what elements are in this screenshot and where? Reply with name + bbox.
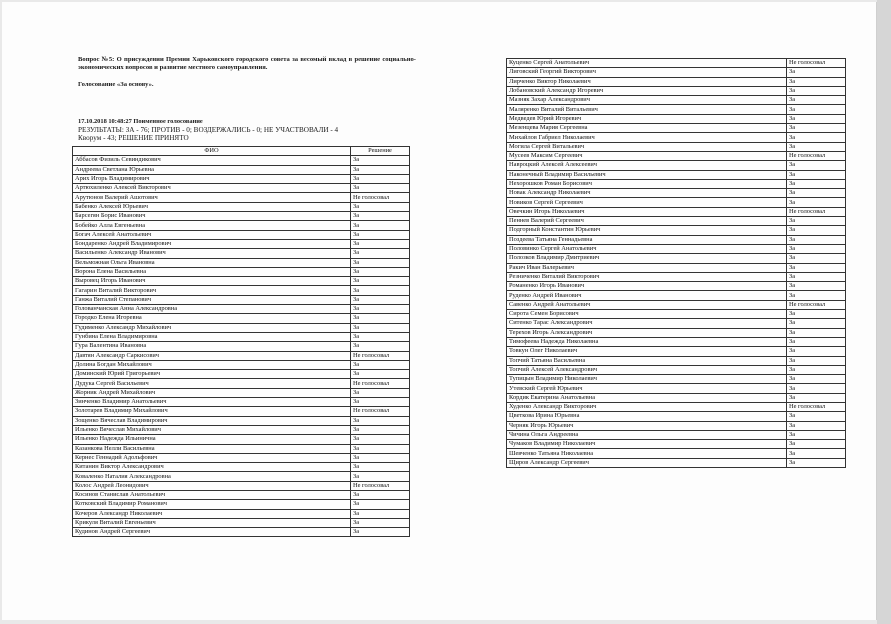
vote-table-left: [72, 146, 410, 537]
table-row: [507, 124, 846, 133]
table-row: [73, 388, 410, 397]
table-row: [507, 402, 846, 411]
deputy-name: Золотарев Владимир Михайлович: [73, 407, 351, 416]
vote-decision: За: [351, 398, 410, 407]
deputy-name: Аббасов Физиль Севиндикович: [73, 156, 351, 165]
table-row: [507, 244, 846, 253]
deputy-name: Ильенко Надежда Ильинична: [73, 435, 351, 444]
deputy-name: Долина Богдан Михайлович: [73, 360, 351, 369]
vote-decision: За: [787, 133, 846, 142]
vote-decision: За: [787, 393, 846, 402]
deputy-name: Топчий Татьяна Васильевна: [507, 356, 787, 365]
table-row: [507, 421, 846, 430]
table-row: [73, 481, 410, 490]
deputy-name: Утевский Сергей Юрьевич: [507, 384, 787, 393]
scan-edge: [877, 0, 891, 624]
table-row: [507, 254, 846, 263]
vote-decision: За: [351, 509, 410, 518]
table-row: [507, 291, 846, 300]
deputy-name: Подгорный Константин Юрьевич: [507, 226, 787, 235]
vote-decision: За: [351, 425, 410, 434]
vote-decision: За: [787, 263, 846, 272]
table-row: [73, 239, 410, 248]
vote-decision: За: [351, 174, 410, 183]
vote-decision: За: [351, 453, 410, 462]
vote-decision: За: [351, 370, 410, 379]
deputy-name: Кордик Екатерина Анатольевна: [507, 393, 787, 402]
vote-decision: За: [787, 356, 846, 365]
vote-decision: За: [351, 184, 410, 193]
table-row: [73, 472, 410, 481]
vote-decision: Не голосовал: [787, 59, 846, 68]
vote-decision: За: [351, 267, 410, 276]
deputy-name: Ситенко Тарас Александрович: [507, 319, 787, 328]
deputy-name: Андреева Светлана Юрьевна: [73, 165, 351, 174]
deputy-name: Доминский Юрий Григорьевич: [73, 370, 351, 379]
table-row: [73, 398, 410, 407]
vote-decision: Не голосовал: [351, 351, 410, 360]
deputy-name: Маляренко Виталий Витальевич: [507, 105, 787, 114]
vote-summary: [78, 118, 418, 142]
table-row: [73, 500, 410, 509]
vote-decision: За: [787, 384, 846, 393]
table-row: [507, 272, 846, 281]
vote-decision: За: [787, 449, 846, 458]
table-row: [507, 179, 846, 188]
deputy-name: Романенко Игорь Иванович: [507, 282, 787, 291]
deputy-name: Шевченко Татьяна Николаевна: [507, 449, 787, 458]
table-row: [73, 221, 410, 230]
vote-decision: За: [351, 528, 410, 537]
table-row: [73, 212, 410, 221]
vote-decision: За: [787, 272, 846, 281]
vote-decision: Не голосовал: [787, 151, 846, 160]
deputy-name: Коваленко Наталия Александровна: [73, 472, 351, 481]
vote-decision: За: [787, 198, 846, 207]
vote-decision: За: [351, 165, 410, 174]
table-row: [73, 249, 410, 258]
deputy-name: Бондаренко Андрей Владимирович: [73, 239, 351, 248]
vote-decision: За: [351, 463, 410, 472]
deputy-name: Дудука Сергей Васильевич: [73, 379, 351, 388]
deputy-name: Арих Игорь Владимирович: [73, 174, 351, 183]
deputy-name: Могила Сергей Витальевич: [507, 142, 787, 151]
deputy-name: Колос Андрей Леонидович: [73, 481, 351, 490]
deputy-name: Гагарин Виталий Викторович: [73, 286, 351, 295]
table-row: [73, 286, 410, 295]
vote-decision: За: [787, 282, 846, 291]
deputy-name: Барсегян Борис Иванович: [73, 212, 351, 221]
vote-decision: За: [351, 295, 410, 304]
deputy-name: Казанкова Нелли Васильевна: [73, 444, 351, 453]
vote-decision: За: [787, 170, 846, 179]
table-row: [507, 282, 846, 291]
vote-table-right: [506, 58, 846, 468]
deputy-name: Котковский Владимир Романович: [73, 500, 351, 509]
deputy-name: Кудинов Андрей Сергеевич: [73, 528, 351, 537]
table-row: [507, 68, 846, 77]
vote-decision: За: [787, 217, 846, 226]
deputy-name: Зинченко Владимир Анатольевич: [73, 398, 351, 407]
deputy-name: Наконечный Владимир Васильевич: [507, 170, 787, 179]
deputy-name: Богач Алексей Анатольевич: [73, 230, 351, 239]
vote-decision: За: [787, 310, 846, 319]
deputy-name: Жорник Андрей Михайлович: [73, 388, 351, 397]
table-row: [73, 305, 410, 314]
table-header-row: [73, 147, 410, 156]
deputy-name: Косинов Станислав Анатольевич: [73, 490, 351, 499]
vote-decision: За: [787, 421, 846, 430]
vote-decision: За: [351, 249, 410, 258]
deputy-name: Крикуля Виталий Евгеньевич: [73, 518, 351, 527]
table-row: [73, 416, 410, 425]
vote-decision: Не голосовал: [351, 379, 410, 388]
vote-decision: За: [787, 430, 846, 439]
table-row: [507, 217, 846, 226]
table-row: [507, 142, 846, 151]
table-row: [73, 230, 410, 239]
table-row: [73, 360, 410, 369]
vote-decision: За: [351, 239, 410, 248]
deputy-name: Цветкова Ирина Юрьевна: [507, 412, 787, 421]
deputy-name: Тимофеева Надежда Николаевна: [507, 337, 787, 346]
table-row: [73, 379, 410, 388]
vote-decision: За: [787, 161, 846, 170]
vote-decision: За: [351, 360, 410, 369]
deputy-name: Голованчанская Анна Александровна: [73, 305, 351, 314]
table-row: [507, 300, 846, 309]
deputy-name: Лирченко Виктор Николаевич: [507, 77, 787, 86]
table-row: [507, 207, 846, 216]
table-row: [73, 528, 410, 537]
deputy-name: Новиков Сергей Сергеевич: [507, 198, 787, 207]
vote-decision: За: [787, 365, 846, 374]
deputy-name: Мусеев Максим Сергеевич: [507, 151, 787, 160]
table-row: [507, 458, 846, 467]
table-row: [73, 267, 410, 276]
deputy-name: Медведев Юрий Игоревич: [507, 114, 787, 123]
vote-decision: За: [351, 500, 410, 509]
voting-title: Голосование «За основу».: [78, 80, 154, 88]
table-row: [507, 319, 846, 328]
vote-decision: За: [787, 319, 846, 328]
deputy-name: Кочеров Александр Николаевич: [73, 509, 351, 518]
document-header: [78, 56, 416, 89]
vote-decision: За: [787, 189, 846, 198]
table-row: [507, 393, 846, 402]
deputy-name: Топчий Алексей Александрович: [507, 365, 787, 374]
deputy-name: Выровец Игорь Иванович: [73, 277, 351, 286]
table-row: [507, 356, 846, 365]
table-row: [73, 453, 410, 462]
table-row: [507, 151, 846, 160]
vote-decision: За: [351, 202, 410, 211]
deputy-name: Половинко Сергей Анатольевич: [507, 244, 787, 253]
vote-decision: За: [351, 518, 410, 527]
vote-decision: За: [787, 291, 846, 300]
vote-decision: Не голосовал: [787, 207, 846, 216]
deputy-name: Бабенко Алексей Юрьевич: [73, 202, 351, 211]
deputy-name: Овечкин Игорь Николаевич: [507, 207, 787, 216]
vote-decision: Не голосовал: [787, 300, 846, 309]
table-row: [507, 226, 846, 235]
vote-decision: За: [351, 444, 410, 453]
deputy-name: Васильенко Александр Иванович: [73, 249, 351, 258]
vote-decision: Не голосовал: [351, 193, 410, 202]
column-header-name: ФИО: [73, 147, 351, 156]
deputy-name: Чичина Ольга Андреевна: [507, 430, 787, 439]
vote-decision: За: [787, 337, 846, 346]
table-row: [507, 96, 846, 105]
deputy-name: Китанин Виктор Александрович: [73, 463, 351, 472]
deputy-name: Лиговский Георгий Викторович: [507, 68, 787, 77]
table-row: [73, 314, 410, 323]
vote-decision: За: [787, 86, 846, 95]
deputy-name: Терехов Игорь Александрович: [507, 328, 787, 337]
deputy-name: Щиров Александр Сергеевич: [507, 458, 787, 467]
table-row: [73, 156, 410, 165]
vote-decision: За: [787, 179, 846, 188]
vote-decision: За: [351, 435, 410, 444]
table-row: [73, 332, 410, 341]
table-row: [507, 161, 846, 170]
deputy-name: Бобейко Алла Евгеньевна: [73, 221, 351, 230]
vote-decision: За: [351, 342, 410, 351]
deputy-name: Давтян Александр Саркисович: [73, 351, 351, 360]
deputy-name: Новак Александр Николаевич: [507, 189, 787, 198]
question-text: Вопрос №5: О присуждении Премии Харьковского городского совета за весомый вклад в решение социально-экономических вопросов и развитие местного самоуправления.: [78, 56, 416, 72]
vote-decision: За: [351, 472, 410, 481]
table-row: [73, 277, 410, 286]
vote-decision: За: [787, 114, 846, 123]
deputy-name: Зощенко Вячеслав Владимирович: [73, 416, 351, 425]
table-row: [73, 509, 410, 518]
table-row: [507, 384, 846, 393]
table-row: [507, 440, 846, 449]
deputy-name: Мазняк Захар Александрович: [507, 96, 787, 105]
deputy-name: Поздеева Татьяна Геннадьевна: [507, 235, 787, 244]
table-row: [73, 444, 410, 453]
vote-decision: За: [787, 124, 846, 133]
table-row: [507, 198, 846, 207]
table-row: [507, 86, 846, 95]
deputy-name: Артюхиленко Алексей Викторович: [73, 184, 351, 193]
deputy-name: Михайлов Габриел Николаевич: [507, 133, 787, 142]
table-row: [507, 365, 846, 374]
table-row: [73, 165, 410, 174]
table-row: [507, 59, 846, 68]
vote-decision: За: [351, 416, 410, 425]
table-row: [73, 407, 410, 416]
deputy-name: Резниченко Виталий Викторович: [507, 272, 787, 281]
deputy-name: Навроцкий Алексей Алексеевич: [507, 161, 787, 170]
deputy-name: Нехорошков Роман Борисович: [507, 179, 787, 188]
table-row: [73, 463, 410, 472]
table-row: [73, 518, 410, 527]
deputy-name: Лобановский Александр Игоревич: [507, 86, 787, 95]
deputy-name: Полозков Владимир Дмитриевич: [507, 254, 787, 263]
table-row: [507, 133, 846, 142]
vote-datetime: 17.10.2018 10:48:27 Поименное голосование: [78, 118, 203, 125]
table-row: [73, 425, 410, 434]
vote-decision: За: [787, 328, 846, 337]
table-row: [73, 258, 410, 267]
vote-decision: За: [787, 347, 846, 356]
vote-results: РЕЗУЛЬТАТЫ: ЗА - 76; ПРОТИВ - 0; ВОЗДЕРЖАЛИСЬ - 0; НЕ УЧАСТВОВАЛИ - 4: [78, 126, 339, 134]
vote-decision: За: [787, 142, 846, 151]
vote-decision: За: [787, 226, 846, 235]
table-row: [73, 202, 410, 211]
deputy-name: Гура Валентина Ивановна: [73, 342, 351, 351]
table-row: [507, 412, 846, 421]
table-row: [73, 351, 410, 360]
vote-decision: Не голосовал: [351, 481, 410, 490]
deputy-name: Чумаков Владимир Николаевич: [507, 440, 787, 449]
vote-decision: За: [351, 286, 410, 295]
vote-decision: За: [787, 96, 846, 105]
vote-decision: За: [351, 490, 410, 499]
vote-decision: За: [351, 314, 410, 323]
table-row: [507, 235, 846, 244]
vote-decision: За: [351, 221, 410, 230]
vote-decision: За: [351, 212, 410, 221]
deputy-name: Гунбина Елена Владимировна: [73, 332, 351, 341]
table-row: [73, 193, 410, 202]
deputy-name: Кернес Геннадий Адольфович: [73, 453, 351, 462]
deputy-name: Вельможная Ольга Ивановна: [73, 258, 351, 267]
vote-decision: За: [787, 458, 846, 467]
table-row: [507, 337, 846, 346]
table-row: [507, 170, 846, 179]
vote-quorum: Кворум - 43; РЕШЕНИЕ ПРИНЯТО: [78, 134, 189, 142]
table-row: [507, 189, 846, 198]
deputy-name: Арутюнов Валерий Ашотович: [73, 193, 351, 202]
deputy-name: Черняк Игорь Юрьевич: [507, 421, 787, 430]
deputy-name: Мезенцева Мария Сергеевна: [507, 124, 787, 133]
deputy-name: Савенко Андрей Анатольевич: [507, 300, 787, 309]
table-row: [507, 375, 846, 384]
vote-decision: За: [787, 77, 846, 86]
table-row: [73, 342, 410, 351]
vote-decision: За: [351, 332, 410, 341]
vote-decision: За: [351, 277, 410, 286]
vote-decision: За: [351, 388, 410, 397]
vote-decision: За: [351, 305, 410, 314]
deputy-name: Руденко Андрей Иванович: [507, 291, 787, 300]
vote-decision: За: [351, 156, 410, 165]
vote-decision: За: [787, 440, 846, 449]
table-row: [507, 310, 846, 319]
table-row: [507, 114, 846, 123]
deputy-name: Тупицын Владимир Николаевич: [507, 375, 787, 384]
deputy-name: Ильенко Вячеслав Михайлович: [73, 425, 351, 434]
vote-decision: Не голосовал: [351, 407, 410, 416]
table-row: [73, 490, 410, 499]
deputy-name: Ракич Иван Валерьевич: [507, 263, 787, 272]
deputy-name: Городко Елена Игоревна: [73, 314, 351, 323]
table-row: [507, 105, 846, 114]
deputy-name: Ганжа Виталий Степанович: [73, 295, 351, 304]
table-row: [507, 449, 846, 458]
vote-decision: За: [787, 68, 846, 77]
table-row: [73, 184, 410, 193]
deputy-name: Гудименко Александр Михайлович: [73, 323, 351, 332]
table-row: [507, 430, 846, 439]
table-row: [507, 263, 846, 272]
deputy-name: Пеннев Валерий Сергеевич: [507, 217, 787, 226]
vote-decision: За: [787, 244, 846, 253]
table-row: [507, 347, 846, 356]
vote-decision: За: [351, 230, 410, 239]
deputy-name: Товкун Олег Николаевич: [507, 347, 787, 356]
deputy-name: Куценко Сергей Анатольевич: [507, 59, 787, 68]
table-row: [73, 370, 410, 379]
vote-decision: За: [351, 323, 410, 332]
vote-decision: За: [787, 254, 846, 263]
table-row: [73, 174, 410, 183]
table-row: [507, 328, 846, 337]
vote-decision: За: [787, 375, 846, 384]
table-row: [73, 323, 410, 332]
vote-decision: Не голосовал: [787, 402, 846, 411]
table-row: [507, 77, 846, 86]
table-row: [73, 435, 410, 444]
column-header-decision: Решение: [351, 147, 410, 156]
vote-decision: За: [787, 412, 846, 421]
deputy-name: Сирота Семен Борисович: [507, 310, 787, 319]
deputy-name: Ворона Елена Васильевна: [73, 267, 351, 276]
deputy-name: Худенко Александр Викторович: [507, 402, 787, 411]
vote-decision: За: [351, 258, 410, 267]
vote-decision: За: [787, 105, 846, 114]
vote-decision: За: [787, 235, 846, 244]
table-row: [73, 295, 410, 304]
